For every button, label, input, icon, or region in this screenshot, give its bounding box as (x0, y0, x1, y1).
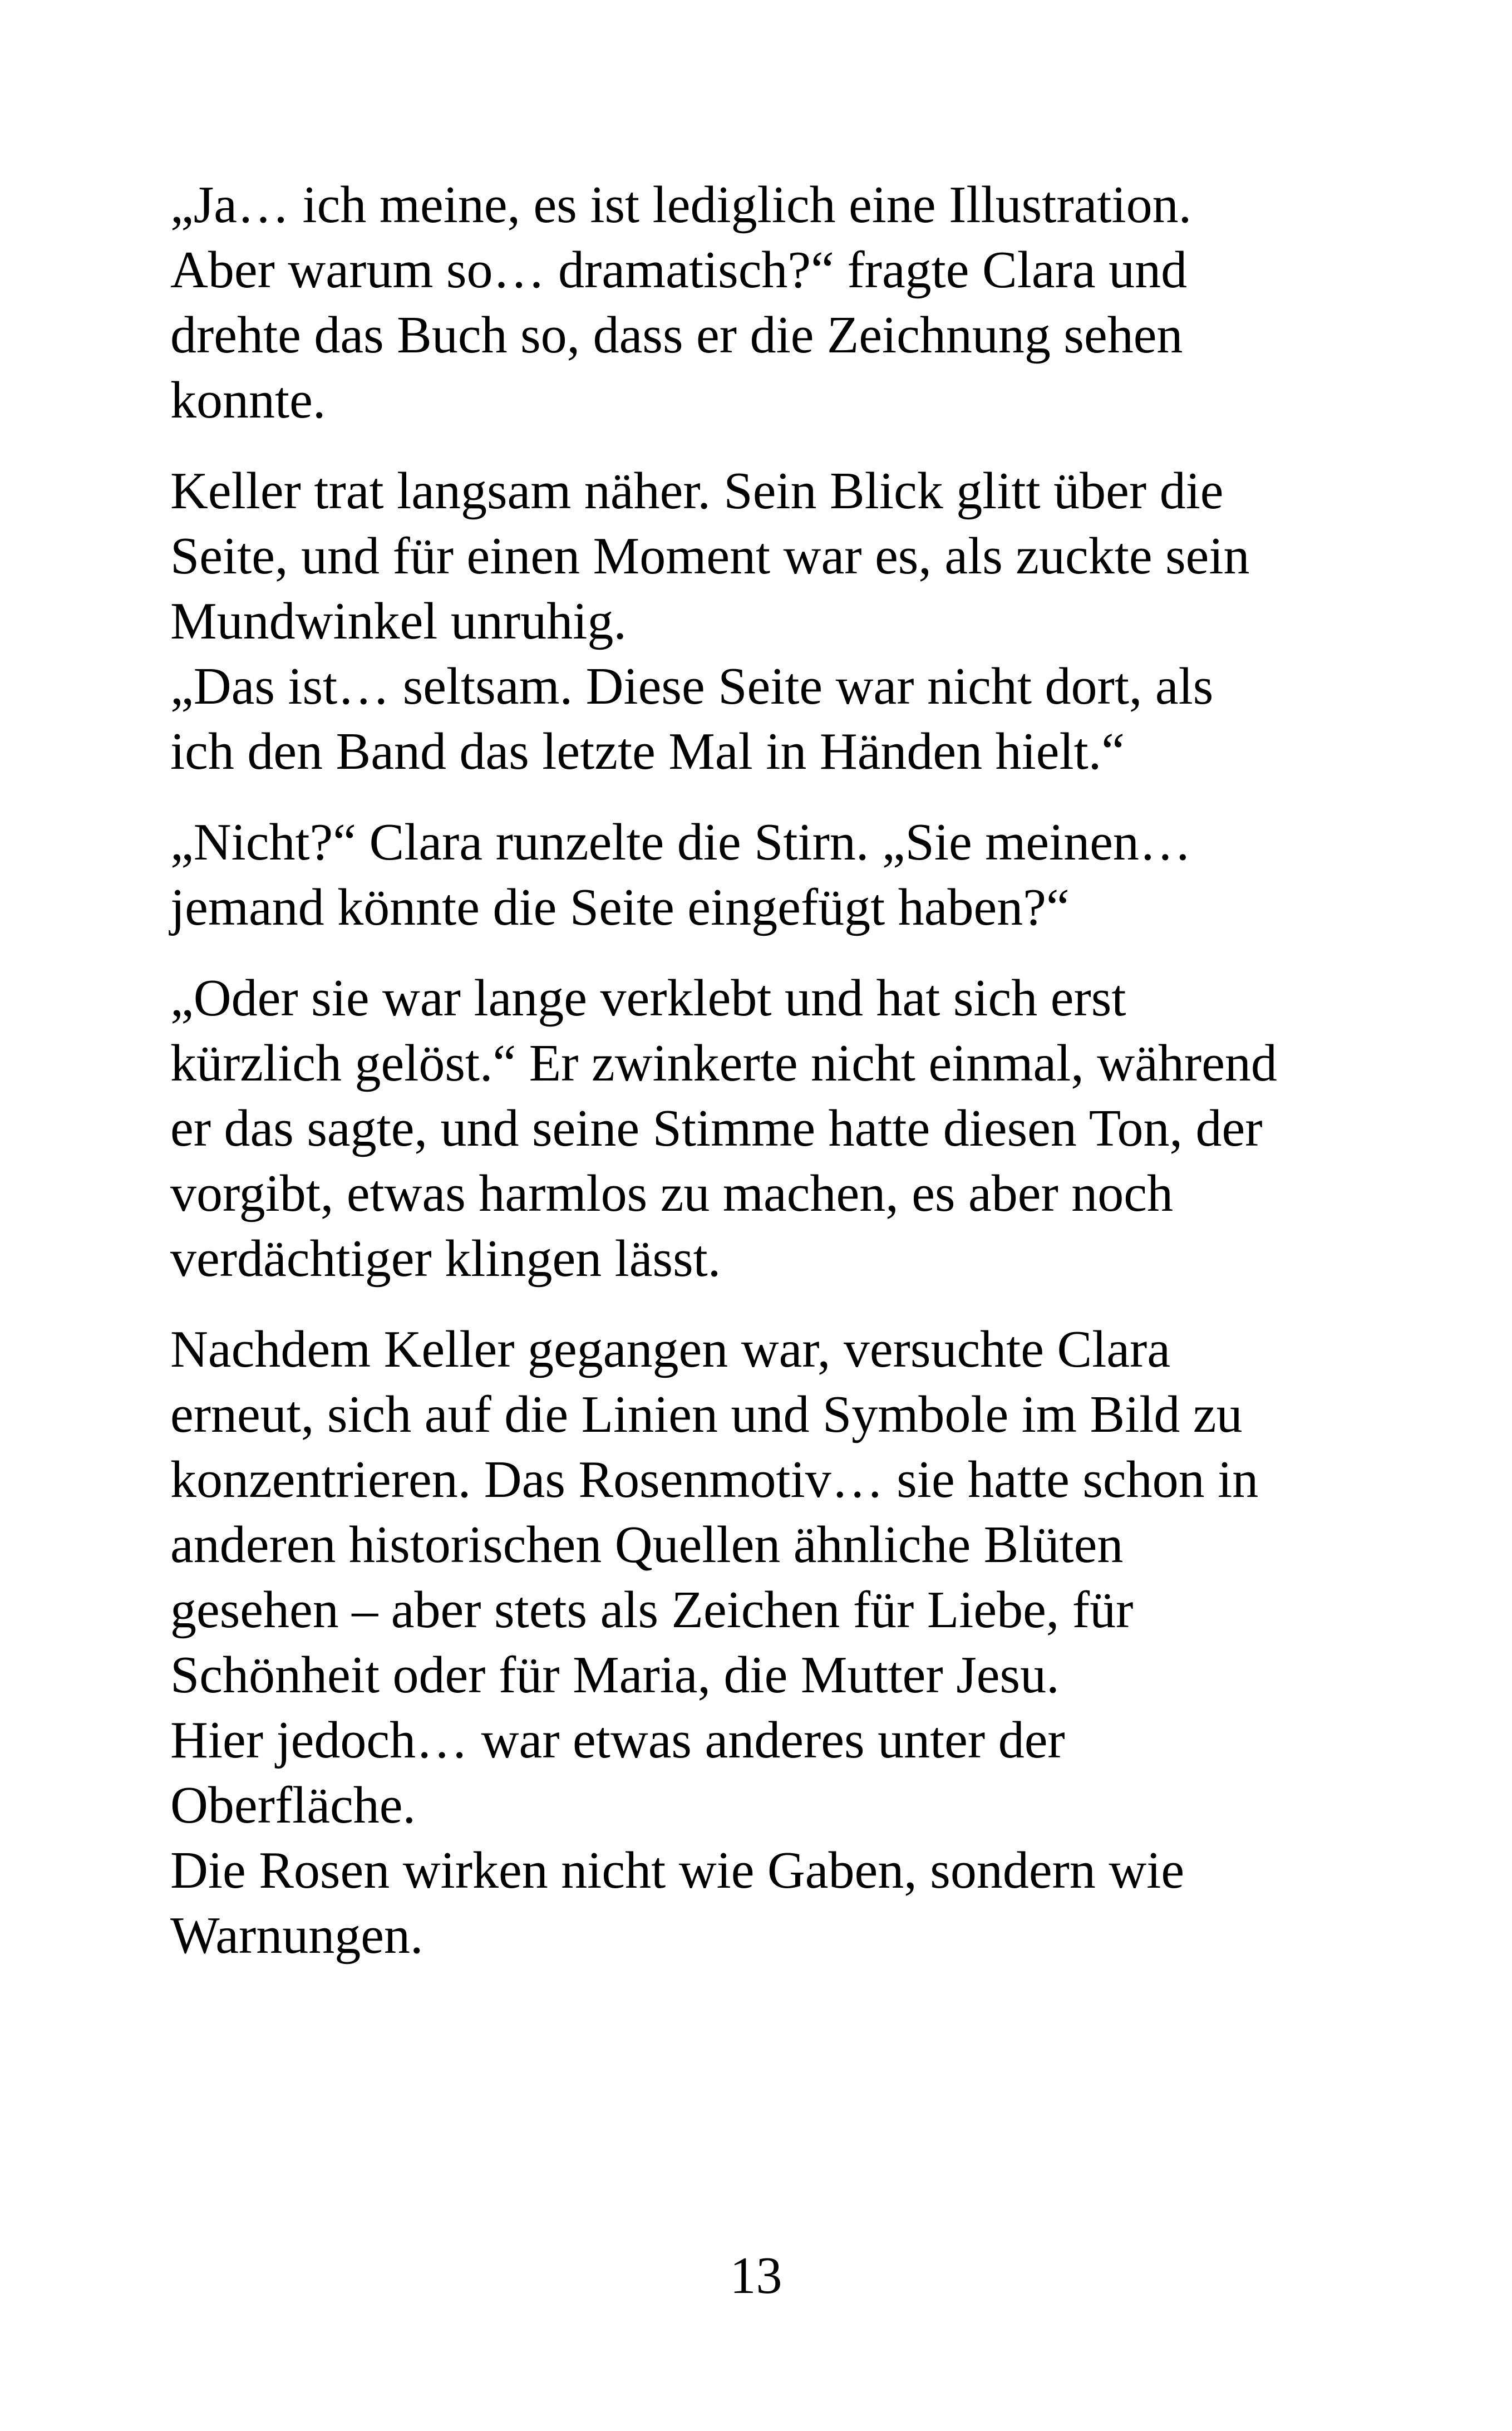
text-line: Seite, und für einen Moment war es, als zuckte sein (170, 527, 1250, 585)
text-line: ich den Band das letzte Mal in Händen hielt.“ (170, 723, 1125, 780)
text-line: Aber warum so… dramatisch?“ fragte Clara und (170, 241, 1188, 299)
text-line: kürzlich gelöst.“ Er zwinkerte nicht einmal, während (170, 1034, 1277, 1092)
text-line: „Nicht?“ Clara runzelte die Stirn. „Sie meinen… (170, 813, 1191, 871)
paragraph-5 (170, 1317, 1372, 1968)
text-line: vorgibt, etwas harmlos zu machen, es aber noch (170, 1165, 1173, 1222)
text-line: Warnungen. (170, 1907, 423, 1965)
text-line: Die Rosen wirken nicht wie Gaben, sondern wie (170, 1841, 1185, 1899)
text-line: Keller trat langsam näher. Sein Blick glitt über die (170, 462, 1224, 520)
paragraph-4 (170, 966, 1372, 1291)
text-line: anderen historischen Quellen ähnliche Blüten (170, 1516, 1124, 1574)
text-line: konnte. (170, 371, 326, 429)
text-line: Schönheit oder für Maria, die Mutter Jesu. (170, 1646, 1060, 1704)
body-text (170, 173, 1372, 1994)
text-line: verdächtiger klingen lässt. (170, 1230, 721, 1288)
paragraph-1 (170, 173, 1372, 433)
text-line: „Ja… ich meine, es ist lediglich eine Illustration. (170, 176, 1192, 234)
text-line: Oberfläche. (170, 1776, 416, 1834)
paragraph-3 (170, 810, 1372, 940)
text-line: „Oder sie war lange verklebt und hat sich erst (170, 969, 1126, 1027)
text-line: erneut, sich auf die Linien und Symbole im Bild zu (170, 1386, 1243, 1443)
text-line: Nachdem Keller gegangen war, versuchte Clara (170, 1320, 1171, 1378)
paragraph-2 (170, 459, 1372, 784)
text-line: drehte das Buch so, dass er die Zeichnung sehen (170, 306, 1183, 364)
text-line: konzentrieren. Das Rosenmotiv… sie hatte schon in (170, 1451, 1259, 1509)
text-line: Mundwinkel unruhig. (170, 592, 627, 650)
text-line: jemand könnte die Seite eingefügt haben?“ (170, 878, 1070, 936)
text-line: gesehen – aber stets als Zeichen für Liebe, für (170, 1581, 1134, 1639)
text-line: Hier jedoch… war etwas anderes unter der (170, 1711, 1065, 1769)
text-line: er das sagte, und seine Stimme hatte diesen Ton, der (170, 1099, 1263, 1157)
page-number: 13 (730, 2247, 782, 2305)
text-line: „Das ist… seltsam. Diese Seite war nicht dort, als (170, 657, 1214, 715)
